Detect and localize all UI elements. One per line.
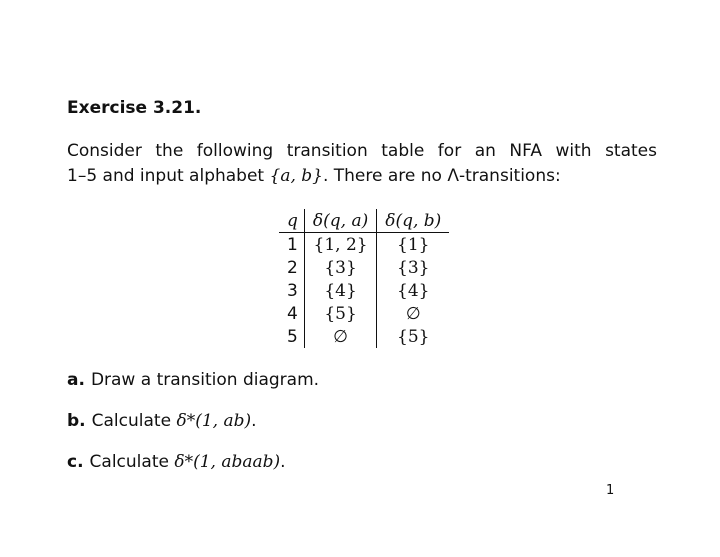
delta-b-cell: {1} (397, 234, 430, 255)
page-number: 1 (606, 483, 615, 498)
state-cell: 3 (279, 279, 304, 302)
delta-b-cell: {4} (397, 280, 430, 301)
header-state: q (279, 209, 304, 233)
table-row (279, 233, 449, 257)
part-b-label: b. (67, 411, 86, 431)
intro-line-1: Consider the following transition table for an NFA with states (67, 141, 657, 161)
table-row (279, 256, 449, 279)
table-header-row (279, 209, 449, 233)
part-c-text: Calculate (89, 452, 175, 472)
delta-a-cell: {4} (304, 279, 376, 302)
delta-b-cell: {5} (397, 326, 430, 347)
part-b-period: . (251, 411, 257, 431)
part-b (67, 411, 257, 431)
transition-table (279, 209, 449, 348)
state-cell: 5 (279, 325, 304, 348)
table-row (279, 302, 449, 325)
delta-a-cell: {5} (304, 302, 376, 325)
table-row (279, 279, 449, 302)
intro-line-2-end: . There are no Λ-transitions: (322, 166, 561, 186)
header-delta-a: δ(q, a) (304, 209, 376, 233)
part-c-label: c. (67, 452, 84, 472)
part-b-expression: δ*(1, ab) (176, 411, 252, 431)
part-b-text: Calculate (91, 411, 177, 431)
part-c (67, 452, 286, 472)
intro-line-2-start: 1–5 and input alphabet (67, 166, 270, 186)
delta-a-cell: {3} (304, 256, 376, 279)
table-row (279, 325, 449, 348)
alphabet-set: {a, b} (269, 166, 323, 186)
part-a-label: a. (67, 370, 85, 390)
part-a-text: Draw a transition diagram. (90, 370, 320, 390)
delta-a-cell: {1, 2} (304, 233, 376, 257)
delta-a-cell: ∅ (304, 325, 376, 348)
state-cell: 2 (279, 256, 304, 279)
delta-b-cell: {3} (397, 257, 430, 278)
header-delta-b: δ(q, b) (377, 209, 450, 233)
part-c-expression: δ*(1, abaab) (174, 452, 281, 472)
state-cell: 4 (279, 302, 304, 325)
delta-b-cell: ∅ (405, 303, 421, 324)
intro-paragraph (67, 139, 657, 189)
part-a (67, 370, 319, 390)
part-c-period: . (280, 452, 286, 472)
exercise-title: Exercise 3.21. (67, 98, 202, 118)
state-cell: 1 (279, 233, 304, 257)
